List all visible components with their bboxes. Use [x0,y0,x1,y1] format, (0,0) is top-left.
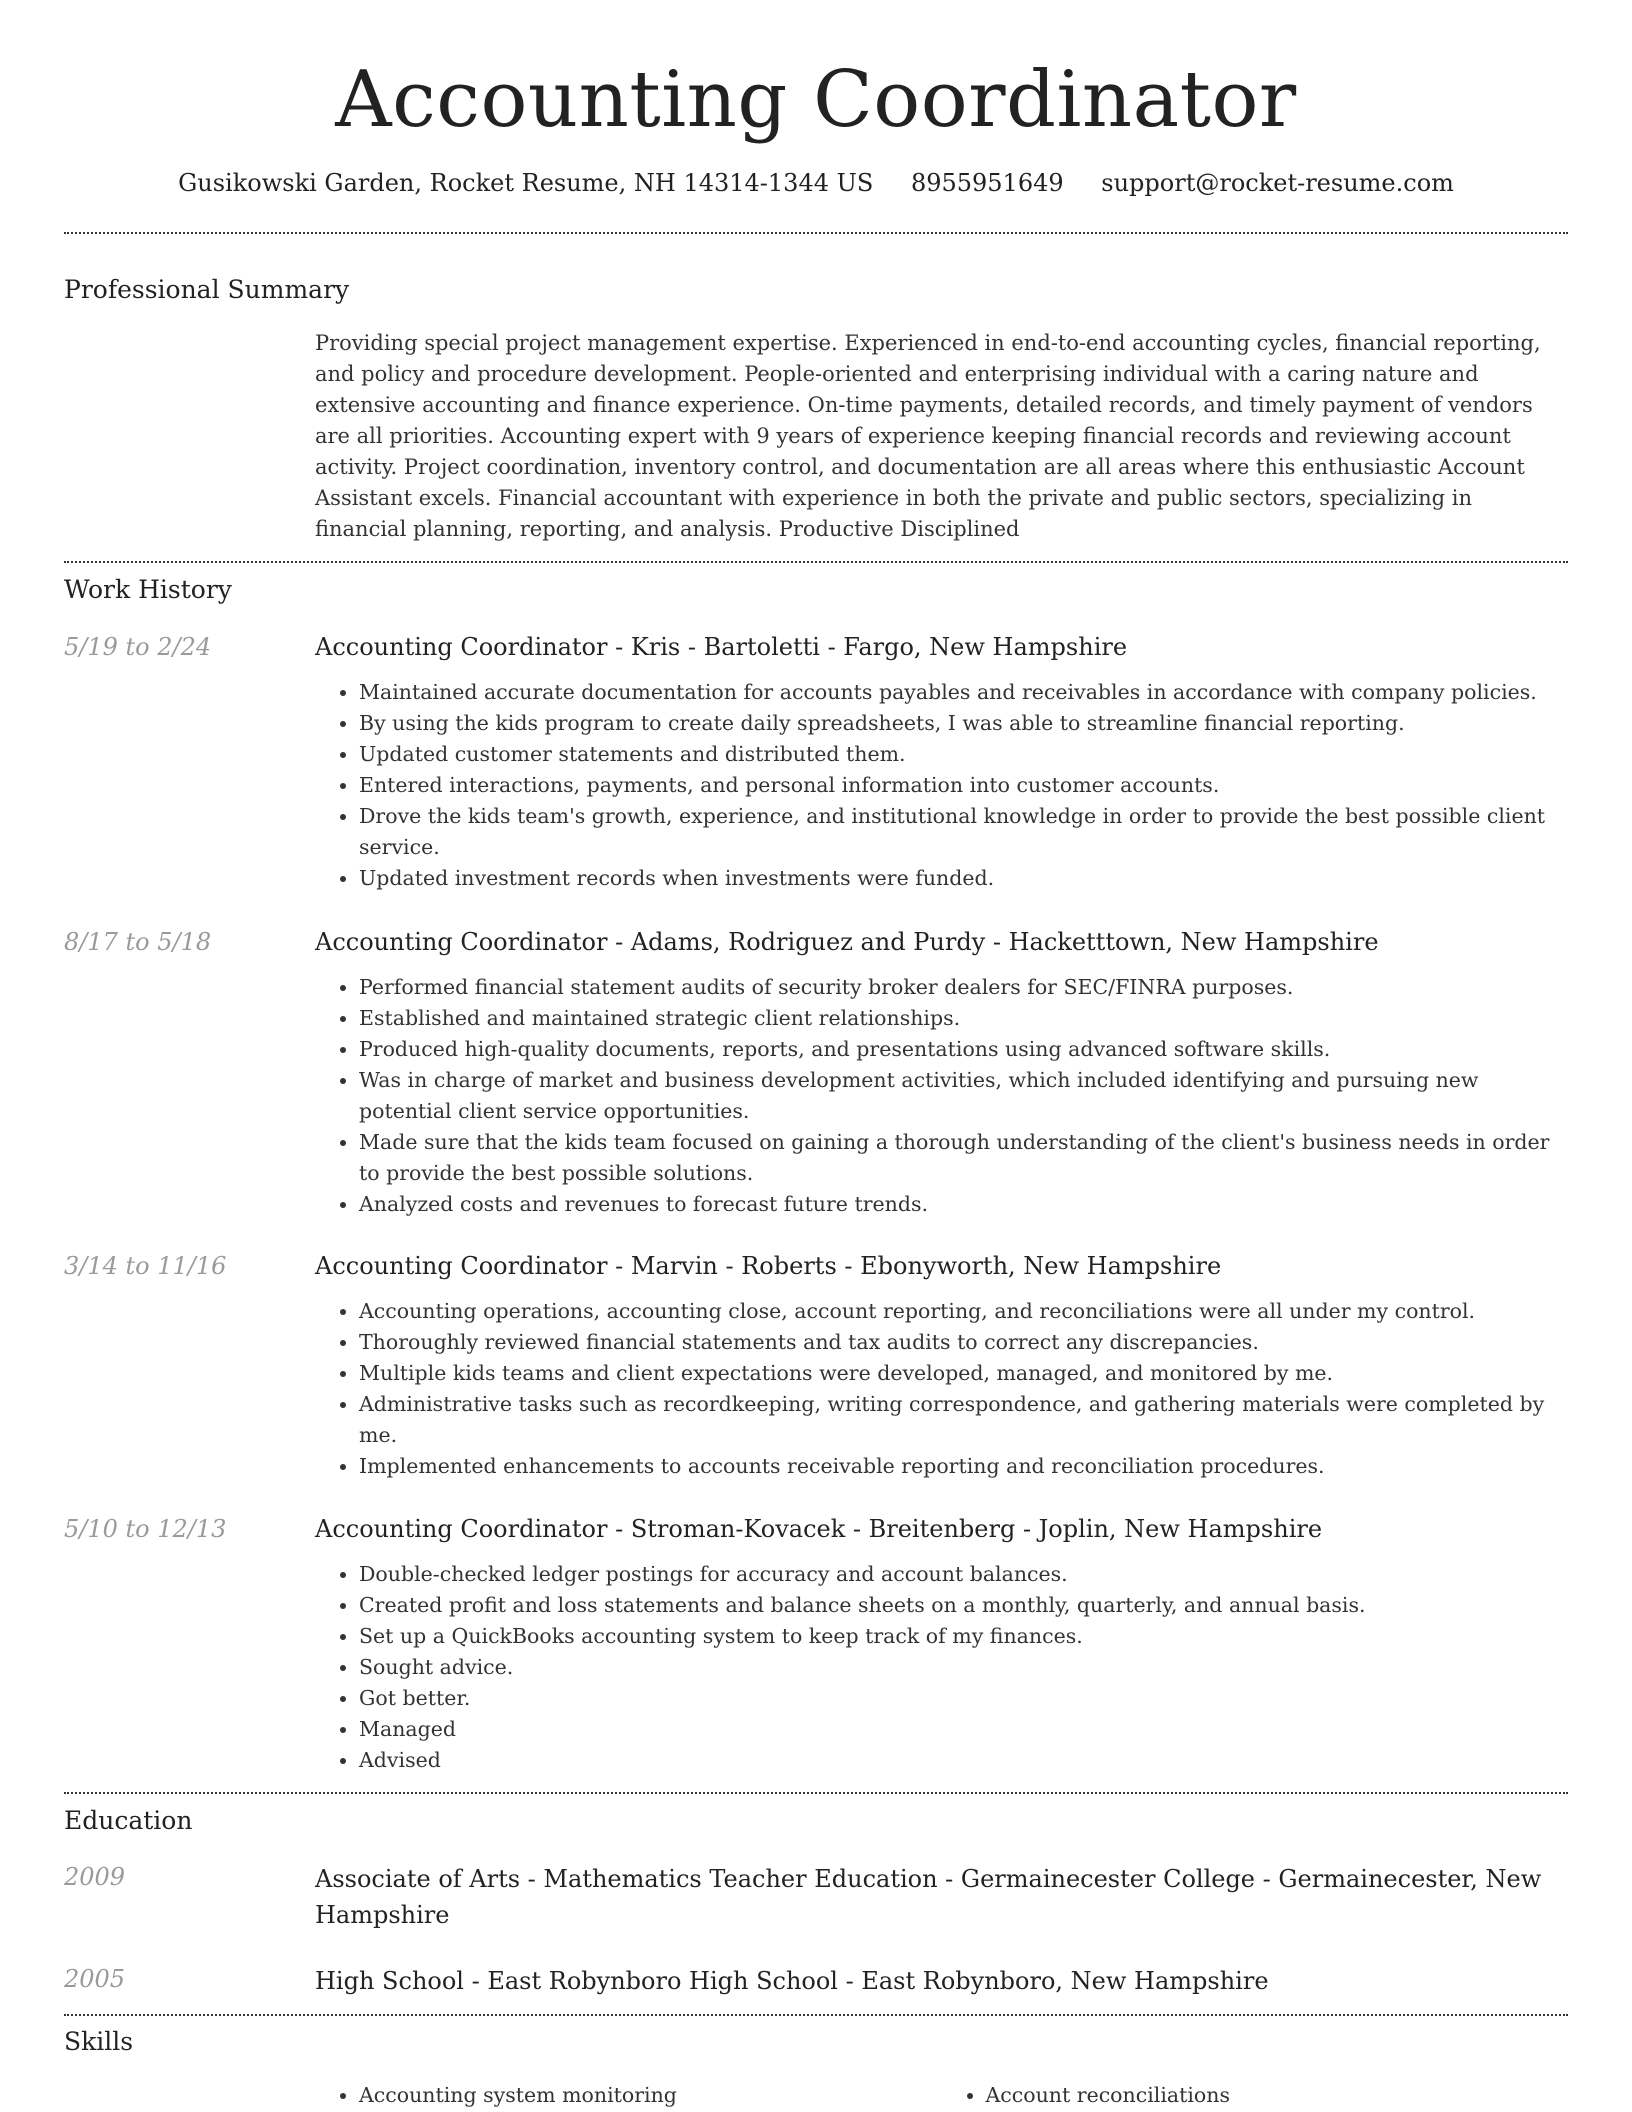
work-section-title: Work History [64,575,232,604]
contact-email: support@rocket-resume.com [1101,169,1454,197]
section-divider [64,2014,1568,2016]
list-item: • Maintained accurate documentation for accounts payables and receivables in accordance with company policies. [359,677,1568,708]
section-divider [64,1792,1568,1794]
job-bullets [315,1296,1568,1482]
list-item: • Performed financial statement audits of security broker dealers for SEC/FINRA purposes. [359,972,1568,1003]
list-item: • Established and maintained strategic client relationships. [359,1003,1568,1034]
list-item: • Implemented enhancements to accounts receivable reporting and reconciliation procedures. [359,1451,1568,1482]
list-item: • Sought advice. [359,1652,1568,1683]
list-item: • Managed [359,1714,1568,1745]
contact-address: Gusikowski Garden, Rocket Resume, NH 14314-1344 US [178,169,874,197]
summary-text: Providing special project management expertise. Experienced in end-to-end accounting cycles, financial reporting, and policy and procedure development. People-oriented and enterprising individual with a caring nature and extensive accounting and finance experience. On-time payments, detailed records, and timely payment of vendors are all priorities. Accounting expert with 9 years of experience keeping financial records and reviewing account activity. Project coordination, inventory control, and documentation are all areas where this enthusiastic Account Assistant excels. Financial accountant with experience in both the private and public sectors, specializing in financial planning, reporting, and analysis. Productive Disciplined [315,331,1541,541]
list-item: • Multiple kids teams and client expectations were developed, managed, and monitored by me. [359,1358,1568,1389]
list-item: • Advised [359,1745,1568,1776]
summary-section-title: Professional Summary [64,275,350,304]
job-title: Accounting Coordinator - Adams, Rodriguez and Purdy - Hacketttown, New Hampshire [315,928,1379,956]
list-item: • Created profit and loss statements and balance sheets on a monthly, quarterly, and annual basis. [359,1590,1568,1621]
skills-columns [315,2080,1568,2111]
list-item: • Drove the kids team's growth, experience, and institutional knowledge in order to provide the best possible client service. [359,801,1568,863]
job-bullets [315,1559,1568,1776]
list-item: • Produced high-quality documents, reports, and presentations using advanced software skills. [359,1034,1568,1065]
skills-section-title: Skills [64,2027,134,2056]
skill-item: • Accounting system monitoring [359,2080,942,2111]
list-item: • Got better. [359,1683,1568,1714]
list-item: • Was in charge of market and business development activities, which included identifying and pursuing new potential client service opportunities. [359,1065,1568,1127]
job-title: Accounting Coordinator - Stroman-Kovacek - Breitenberg - Joplin, New Hampshire [315,1515,1323,1543]
list-item: • Double-checked ledger postings for accuracy and account balances. [359,1559,1568,1590]
summary-left-spacer [64,328,315,545]
job-dates: 5/19 to 2/24 [64,633,212,661]
education-entry [64,1963,1568,1999]
section-divider [64,232,1568,234]
job-bullets [315,972,1568,1220]
job-entry [64,1513,1568,1776]
job-bullets [315,677,1568,894]
education-title: Associate of Arts - Mathematics Teacher Education - Germainecester College - Germainecester, New Hampshire [315,1865,1542,1929]
job-entry [64,926,1568,1220]
job-dates: 8/17 to 5/18 [64,928,212,956]
job-dates: 5/10 to 12/13 [64,1515,227,1543]
list-item: • Thoroughly reviewed financial statements and tax audits to correct any discrepancies. [359,1327,1568,1358]
education-section-title: Education [64,1806,193,1835]
list-item: • Entered interactions, payments, and personal information into customer accounts. [359,770,1568,801]
section-divider [64,561,1568,563]
list-item: • Administrative tasks such as recordkeeping, writing correspondence, and gathering materials were completed by me. [359,1389,1568,1451]
skills-list-right [942,2080,1569,2111]
job-dates: 3/14 to 11/16 [64,1252,227,1280]
list-item: • By using the kids program to create daily spreadsheets, I was able to streamline financial reporting. [359,708,1568,739]
skills-list-left [315,2080,942,2111]
job-title: Accounting Coordinator - Marvin - Roberts - Ebonyworth, New Hampshire [315,1252,1222,1280]
list-item: • Updated investment records when investments were funded. [359,863,1568,894]
job-entry [64,1250,1568,1482]
list-item: • Made sure that the kids team focused on gaining a thorough understanding of the client's business needs in order to provide the best possible solutions. [359,1127,1568,1189]
education-year: 2009 [64,1863,126,1891]
summary-row [64,328,1568,545]
education-entry [64,1861,1568,1933]
job-entry [64,631,1568,894]
list-item: • Accounting operations, accounting close, account reporting, and reconciliations were all under my control. [359,1296,1568,1327]
skills-row [64,2080,1568,2111]
page-title: Accounting Coordinator [335,55,1297,145]
list-item: • Analyzed costs and revenues to forecast future trends. [359,1189,1568,1220]
education-title: High School - East Robynboro High School - East Robynboro, New Hampshire [315,1967,1269,1995]
list-item: • Set up a QuickBooks accounting system to keep track of my finances. [359,1621,1568,1652]
list-item: • Updated customer statements and distributed them. [359,739,1568,770]
contact-phone: 8955951649 [910,169,1064,197]
skill-item: • Account reconciliations [986,2080,1569,2111]
skills-left-spacer [64,2080,315,2111]
education-year: 2005 [64,1965,126,1993]
contact-line [64,168,1568,198]
job-title: Accounting Coordinator - Kris - Bartoletti - Fargo, New Hampshire [315,633,1128,661]
